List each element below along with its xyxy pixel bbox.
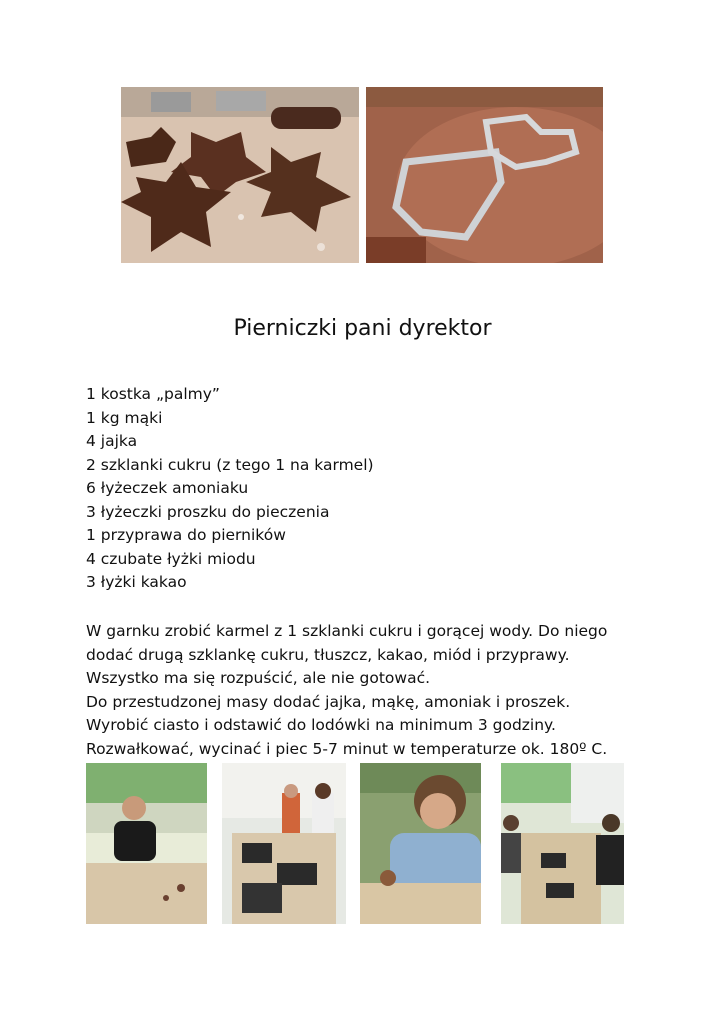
photo-boy-decorating-cookie xyxy=(360,763,481,924)
ingredient-item: 1 kg mąki xyxy=(86,408,163,427)
photo-cookie-cutters-on-dough xyxy=(366,87,603,263)
instruction-line: W garnku zrobić karmel z 1 szklanki cukru i gorącej wody. Do niego xyxy=(86,622,608,640)
ingredient-item: 3 łyżeczki proszku do pieczenia xyxy=(86,502,330,521)
page-title: Pierniczki pani dyrektor xyxy=(233,316,492,341)
ingredient-item: 3 łyżki kakao xyxy=(86,573,187,591)
ingredient-item: 1 kostka „palmy” xyxy=(86,385,220,403)
ingredient-item: 1 przyprawa do pierników xyxy=(86,526,286,544)
ingredients-list xyxy=(86,383,374,595)
ingredient-item: 2 szklanki cukru (z tego 1 na karmel) xyxy=(86,455,374,474)
photo-classroom-table xyxy=(501,763,624,924)
photo-students-cookie-trays xyxy=(222,763,346,924)
instructions xyxy=(86,620,607,761)
instruction-line: Do przestudzonej masy dodać jajka, mąkę, amoniak i proszek. xyxy=(86,692,571,711)
instruction-line: Wyrobić ciasto i odstawić do lodówki na minimum 3 godziny. xyxy=(86,716,556,734)
ingredient-item: 4 czubate łyżki miodu xyxy=(86,549,256,568)
ingredient-item: 4 jajka xyxy=(86,432,138,450)
photo-boy-cutting-cookies xyxy=(86,763,207,924)
ingredient-item: 6 łyżeczek amoniaku xyxy=(86,479,249,497)
instruction-line: Wszystko ma się rozpuścić, ale nie gotować. xyxy=(86,669,431,687)
photo-star-cookies xyxy=(121,87,359,263)
instruction-line: Rozwałkować, wycinać i piec 5-7 minut w temperaturze ok. 180º C. xyxy=(86,739,608,758)
instruction-line: dodać drugą szklankę cukru, tłuszcz, kakao, miód i przyprawy. xyxy=(86,645,570,664)
